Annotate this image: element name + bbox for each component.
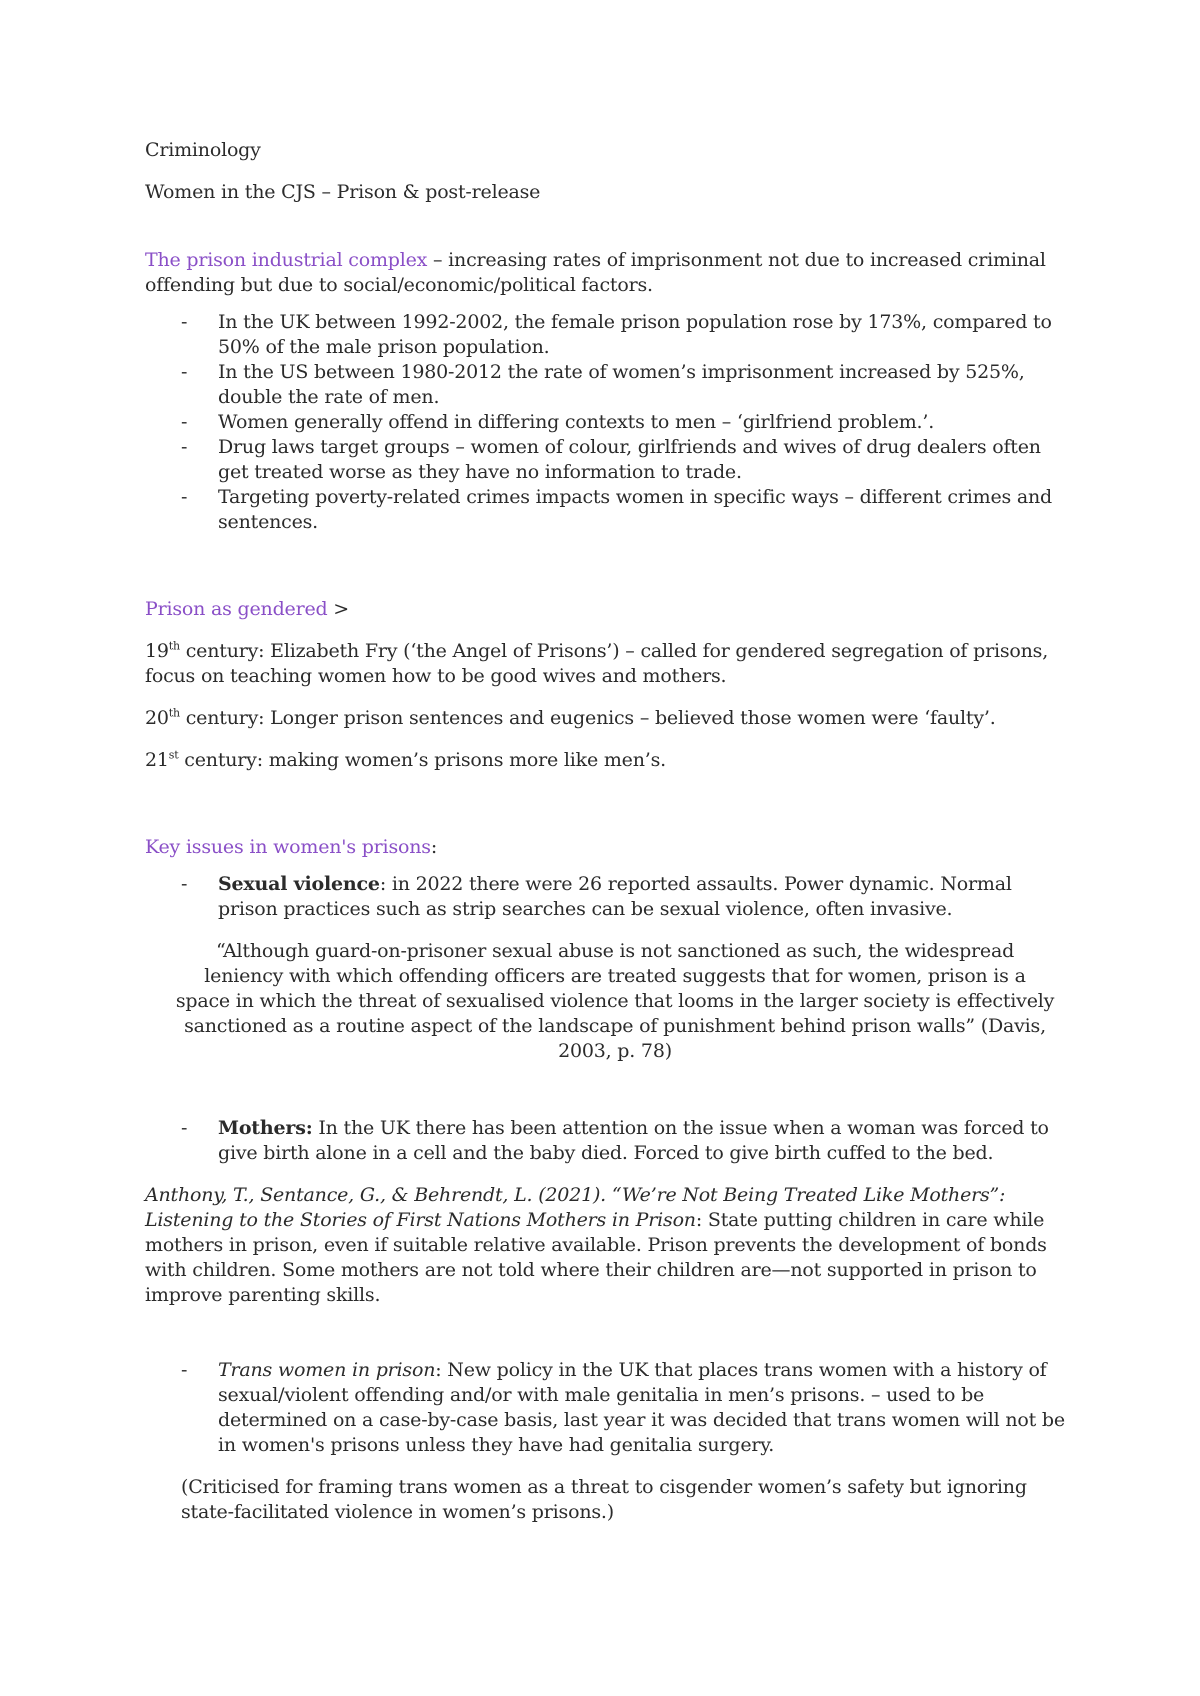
heading-suffix: > <box>327 598 350 620</box>
dash-marker: - <box>181 311 188 333</box>
section-intro-text: – increasing rates of imprisonment not due to increased criminal offending but due to social/economic/political factors. <box>145 249 1046 296</box>
dash-marker: - <box>181 1117 188 1139</box>
trans-women-text: : New policy in the UK that places trans women with a history of sexual/violent offending and/or with male genitalia in men’s prisons. – used to be determined on a case-by-case basis, last year it was decided that trans women will not be in women's prisons unless they have had genitalia surgery. <box>218 1359 1065 1456</box>
list-item-text: In the UK between 1992-2002, the female prison population rose by 173%, compared to 50% of the male prison population. <box>218 311 1052 358</box>
citation-summary: : State putting children in care while mothers in prison, even if suitable relative available. Prison prevents the development of bonds with children. Some mothers are not told where their children are—not supported in prison to improve parenting skills. <box>145 1209 1047 1306</box>
list-item <box>145 872 1070 922</box>
section-heading-key-issues: Key issues in women's prisons <box>145 836 431 858</box>
sexual-violence-list <box>145 872 1070 922</box>
century-number: 20 <box>145 707 169 729</box>
section-key-issues <box>145 835 1070 860</box>
davis-quote: “Although guard-on-prisoner sexual abuse is not sanctioned as such, the widespread leniency with which offending officers are treated suggests that for women, prison is a space in which the threat of sexualised violence that looms in the larger society is effectively sanctioned as a routine aspect of the landscape of punishment behind prison walls” (Davis, 2003, p. 78) <box>175 940 1055 1062</box>
document-body <box>145 138 1070 1525</box>
trans-women-label: Trans women in prison <box>218 1359 436 1381</box>
anthony-citation-paragraph <box>145 1183 1070 1308</box>
mothers-label: Mothers: <box>218 1117 313 1139</box>
century-number: 21 <box>145 749 169 771</box>
sexual-violence-label: Sexual violence <box>218 873 380 895</box>
trans-women-list <box>145 1358 1070 1458</box>
century-21-paragraph <box>145 748 1070 773</box>
list-item <box>145 410 1070 435</box>
list-item <box>145 360 1070 410</box>
section-prison-as-gendered <box>145 597 1070 622</box>
list-item <box>145 1116 1070 1166</box>
ordinal-suffix: th <box>168 706 180 720</box>
dash-marker: - <box>181 486 188 508</box>
dash-marker: - <box>181 436 188 458</box>
mothers-text: In the UK there has been attention on the issue when a woman was forced to give birth alone in a cell and the baby died. Forced to give birth cuffed to the bed. <box>218 1117 1049 1164</box>
course-title: Criminology <box>145 139 261 161</box>
list-item <box>145 1358 1070 1458</box>
dash-marker: - <box>181 873 188 895</box>
dash-marker: - <box>181 1359 188 1381</box>
century-text: century: Longer prison sentences and eugenics – believed those women were ‘faulty’. <box>179 707 996 729</box>
criticism-note: (Criticised for framing trans women as a threat to cisgender women’s safety but ignoring state-facilitated violence in women’s prisons.) <box>181 1476 1027 1523</box>
century-20-paragraph <box>145 706 1070 731</box>
list-item <box>145 485 1070 535</box>
section-prison-industrial-complex <box>145 248 1070 298</box>
prison-complex-bullet-list <box>145 310 1070 535</box>
list-item <box>145 310 1070 360</box>
list-item-text: Drug laws target groups – women of colour, girlfriends and wives of drug dealers often get treated worse as they have no information to trade. <box>218 436 1041 483</box>
dash-marker: - <box>181 361 188 383</box>
list-item-text: In the US between 1980-2012 the rate of women’s imprisonment increased by 525%, double the rate of men. <box>218 361 1025 408</box>
topic-title: Women in the CJS – Prison & post-release <box>145 181 541 203</box>
mothers-list <box>145 1116 1070 1166</box>
citation-reference: Anthony, T., Sentance, G., & Behrendt, L. (2021). “We’re Not Being Treated Like Mothers”: Listening to the Stories of First Nations Mothers in Prison <box>145 1184 1006 1231</box>
century-19-paragraph <box>145 639 1070 689</box>
section-heading-prison-industrial-complex: The prison industrial complex <box>145 249 428 271</box>
century-number: 19 <box>145 640 169 662</box>
sexual-violence-text: : in 2022 there were 26 reported assaults. Power dynamic. Normal prison practices such as strip searches can be sexual violence, often invasive. <box>218 873 1012 920</box>
list-item-text: Targeting poverty-related crimes impacts women in specific ways – different crimes and sentences. <box>218 486 1053 533</box>
dash-marker: - <box>181 411 188 433</box>
ordinal-suffix: th <box>168 639 180 653</box>
century-text: century: Elizabeth Fry (‘the Angel of Prisons’) – called for gendered segregation of prisons, focus on teaching women how to be good wives and mothers. <box>145 640 1049 687</box>
century-text: century: making women’s prisons more like men’s. <box>178 749 666 771</box>
list-item <box>145 435 1070 485</box>
section-heading-prison-as-gendered: Prison as gendered <box>145 598 328 620</box>
ordinal-suffix: st <box>168 748 179 762</box>
list-item-text: Women generally offend in differing contexts to men – ‘girlfriend problem.’. <box>218 411 935 433</box>
heading-suffix: : <box>430 836 438 858</box>
